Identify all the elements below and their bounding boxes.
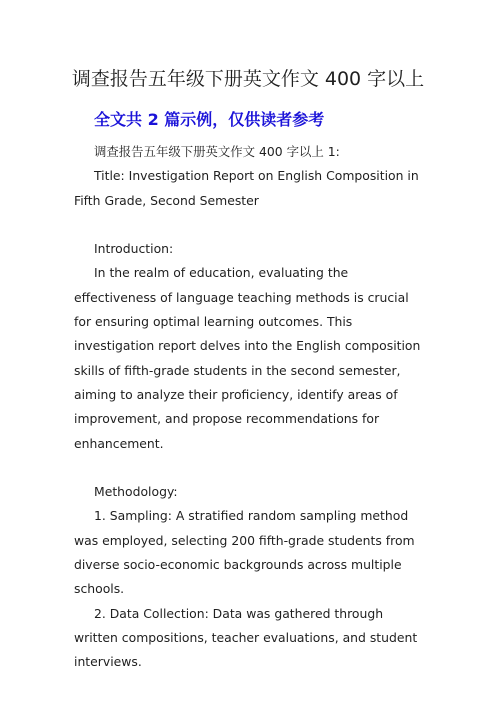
paragraph-gap [74,213,422,237]
report-title: Title: Investigation Report on English Composition in Fifth Grade, Second Semester [74,168,419,208]
methodology-heading: Methodology: [94,484,178,500]
paragraph-gap [74,456,422,480]
document-title: 调查报告五年级下册英文作文 400 字以上 [71,68,425,90]
introduction-paragraph: In the realm of education, evaluating the effectiveness of language teaching methods is crucial for ensuring optimal learning outcomes. This investigation report delves into the English composition skills of fifth-grade students in the second semester, aiming to analyze their proficiency, identify areas of improvement, and propose recommendations for enhancement. [74,265,421,451]
methodology-item: 2. Data Collection: Data was gathered through written compositions, teacher evaluations, and student interviews. [74,605,418,670]
introduction-heading: Introduction: [94,241,174,257]
document-subtitle: 全文共 2 篇示例，仅供读者参考 [94,110,325,129]
methodology-item: 1. Sampling: A stratified random sampling method was employed, selecting 200 fifth-grade students from diverse socio-economic backgrounds across multiple schools. [74,508,415,597]
document-body [74,140,422,675]
example-heading: 调查报告五年级下册英文作文 400 字以上 1: [94,144,340,159]
